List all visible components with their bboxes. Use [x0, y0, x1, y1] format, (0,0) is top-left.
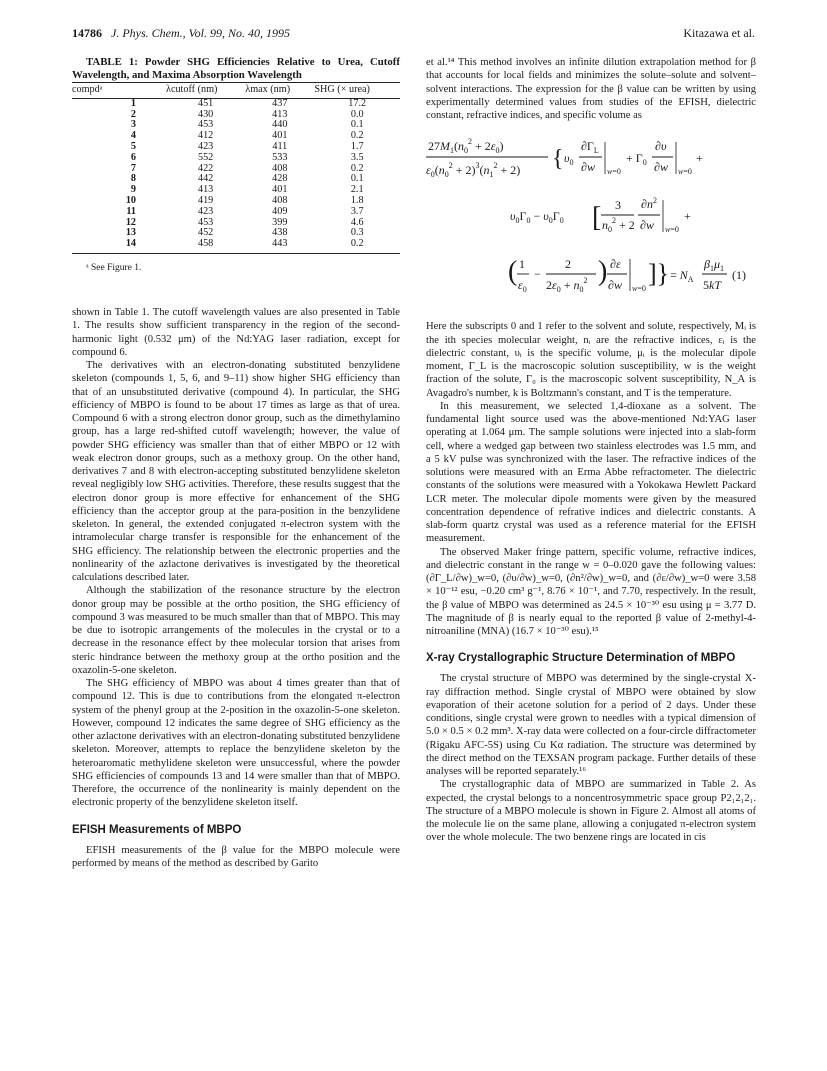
table-cell: 453 [197, 119, 214, 131]
table-footnote: ᵃ See Figure 1. [86, 262, 142, 273]
table-cell: 458 [166, 239, 245, 253]
svg-text:(: ( [508, 256, 518, 288]
table-row [72, 98, 400, 109]
table-cell: 13 [125, 227, 136, 239]
table-row [72, 239, 400, 253]
paragraph: The crystallographic data of MBPO are summarized in Table 2. As expected, the crystal belongs to a noncentrosymmetric space group P2₁2₁2₁. The structure of a MBPO molecule is shown in Figure 2. Almost all atoms of the molecule lie on the same plane, allowing a conjugated π-electron system over the whole molecule. The two benzene rings are located in cis [426, 779, 756, 844]
table-header-row [72, 83, 400, 99]
right-column [426, 56, 756, 845]
table-cell: 423 [197, 205, 214, 217]
paragraph: Although the stabilization of the resonance structure by the electron donor group may be possible at the ortho position, the SHG efficiency of compound 3 was measured to be much smaller than that of MBPO. This may be due to isotropic arrangements of the molecules in the crystal or to a decrease in the resonance effect by thee molecular torsion that arises from steric hindrance between the methoxy group at the ortho position and the oxazolin-5-one skeleton. [72, 585, 400, 676]
running-header [72, 26, 755, 42]
table-cell: 1.7 [350, 140, 364, 152]
paragraph: The observed Maker fringe pattern, specific volume, refractive indices, and dielectric constant in the range w = 0–0.020 gave the following values: (∂Γ_L/∂w)_w=0, (∂υ/∂w)_w=0, (∂n²/∂w)_w=0, and (∂ε/∂w)_w=0 were 3.58 × 10⁻¹² esu, −0.20 cm³ g⁻¹, 8.76 × 10⁻¹, and 7.70, respectively. In the result, the β value of MBPO was determined as 24.5 × 10⁻³⁰ esu using μ = 3.77 D. The magnitude of β is nearly equal to the reported β value of 2-methyl-4-nitroaniline (MNA) (16.7 × 10⁻³⁰ esu).¹⁵ [426, 546, 756, 637]
table-cell: 533 [272, 151, 288, 163]
table-row [72, 207, 400, 218]
table-cell: 409 [272, 205, 288, 217]
svg-text:+: + [696, 151, 703, 166]
table-cell: 5 [130, 140, 136, 152]
equation-number: (1) [732, 268, 746, 283]
svg-text:]}: ]} [648, 259, 670, 289]
col-header-compd: compdᵃ [72, 83, 166, 99]
table-cell: 411 [272, 140, 288, 152]
table-cell: 0.2 [314, 239, 400, 253]
table-cell: 428 [272, 173, 288, 185]
table-cell: 17.2 [348, 97, 367, 109]
paragraph: Here the subscripts 0 and 1 refer to the solvent and solute, respectively, Mᵢ is the ith species molecular weight, nᵢ are the refractive indices, εᵢ is the dielectric constant, υᵢ is the specific volume, μᵢ is the molecular dipole moment, Γ_L is the macroscopic solution susceptibility, w is the weight fraction of the solute, Γ₀ is the macroscopic solvent susceptibility, N_A is Avagadro's number, k is Boltzmann's constant, and T is the temperature. [426, 321, 756, 399]
table-cell: 0.2 [350, 130, 364, 142]
paragraph: et al.¹⁴ This method involves an infinite dilution extrapolation method for β that accounts for local fields and minimizes the solute–solute and solvent–solvent interactions. The expression for the β value can be written by using experimentally determined values from studies of the EFISH, dielectric constant, refractive indices, and specific volume as [426, 57, 756, 121]
table-cell: 401 [272, 130, 288, 142]
svg-text:υ0Γ0 − υ0Γ0: $\upsilon_0\Gamma_0 - \upsilon_0\Gamma_0$ [510, 209, 564, 226]
svg-text:w=0: w=0 [665, 225, 679, 235]
left-column [72, 56, 400, 870]
svg-text:∂w: ∂w [654, 160, 668, 175]
table-cell: 0.0 [350, 108, 364, 120]
table-cell: 3.5 [350, 151, 364, 163]
table-cell: 2 [130, 108, 136, 120]
table-cell: 413 [272, 108, 288, 120]
svg-text:∂n2: $\partial n^2$ [641, 196, 657, 212]
table-cell: 408 [272, 194, 288, 206]
table-cell: 452 [197, 227, 214, 239]
table-body [72, 98, 400, 253]
table-cell: 6 [130, 151, 136, 163]
table-cell: 8 [130, 173, 136, 185]
col-header-cutoff: λcutoff (nm) [166, 83, 245, 99]
table-cell: 12 [125, 216, 136, 228]
table-cell: 0.1 [350, 119, 364, 131]
table-cell: 14 [72, 239, 166, 253]
svg-text:2ε0 + n02: $2\varepsilon_0 + n_0^2$ [546, 276, 588, 295]
running-authors: Kitazawa et al. [683, 26, 755, 40]
svg-text:∂w: ∂w [640, 218, 654, 233]
col-header-max: λmax (nm) [245, 83, 314, 99]
table-cell: 408 [272, 162, 288, 174]
table-cell: 0.1 [350, 173, 364, 185]
svg-text:∂ε: ∂ε [610, 257, 621, 272]
table-cell: 399 [272, 216, 288, 228]
table-cell: 451 [197, 97, 214, 109]
table-cell: 412 [197, 130, 214, 142]
table-cell: 413 [197, 184, 214, 196]
table-cell: 438 [272, 227, 288, 239]
table-row [72, 153, 400, 164]
section-heading-efish: EFISH Measurements of MBPO [72, 823, 242, 836]
col-header-shg: SHG (× urea) [314, 83, 400, 99]
svg-text:−: − [534, 267, 541, 282]
svg-text:w=0: w=0 [607, 167, 621, 177]
journal-citation: J. Phys. Chem., Vol. 99, No. 40, 1995 [111, 26, 290, 40]
svg-text:5kT: 5kT [703, 278, 721, 293]
table-cell: 7 [130, 162, 136, 174]
table-cell: 11 [126, 205, 136, 217]
svg-text:∂w: ∂w [581, 160, 595, 175]
svg-text:3: 3 [615, 198, 621, 213]
svg-text:27M1(n02 + 2ε0): $27M_1(n_0^2 + 2\varepsilon_0)$ [428, 137, 504, 156]
paragraph: The derivatives with an electron-donating substituted benzylidene skeleton (compounds 1, 5, 6, and 9–11) show higher SHG efficiency than that of an unsubstituted derivative (compound 4). In particular, the SHG efficiency of MBPO is found to be about 17 times as large as that of urea. Compound 6 with a strong electron donor group, such as the dimethylamino group, has a large red-shifted cutoff wavelength; however, the value of powder SHG efficiency was smaller than that of either MBPO or 12 with weak electron donor groups, such as a methoxy group. On the other hand, derivatives 7 and 8 with electron-accepting substituted benzylidene skeleton reveal negligibly low SHG activities. Therefore, these results suggest that the electron donor group is more effective for enhancement of the SHG efficiency than the acceptor group at the para-position in the benzylidene skeleton. In general, the extended conjugated π-electron system with the intramolecular charge transfer is responsible for the enhancement of the SHG efficiency. The relationship between the electronic properties and the nonlinearity of the azlactone derivatives is investigated by the theoretical calculations described later. [72, 360, 400, 583]
shg-table [72, 82, 400, 254]
svg-text:∂υ: ∂υ [655, 139, 667, 154]
table-cell: 401 [272, 184, 288, 196]
svg-text:n02 + 2: $n_0^2 + 2$ [602, 216, 635, 235]
svg-text:υ0: $\upsilon_0$ [564, 151, 574, 168]
svg-text:1: 1 [519, 257, 525, 272]
table-cell: 437 [272, 97, 288, 109]
table-cell: 453 [197, 216, 214, 228]
table-cell: 440 [272, 119, 288, 131]
table-cell: 0.2 [350, 162, 364, 174]
table-cell: 4 [130, 130, 136, 142]
svg-text:[: [ [592, 202, 602, 234]
svg-text:ε0(n02 + 2)3(n12 + 2): $\varepsilon_0(n_0^2 + 2)^3(n_1^2 + 2)$ [426, 161, 521, 180]
svg-text:ε0: $\varepsilon_0$ [518, 278, 527, 295]
svg-text:2: 2 [565, 257, 571, 272]
table-cell: 3.7 [350, 205, 364, 217]
equation-1 [426, 128, 756, 312]
table-cell: 422 [197, 162, 214, 174]
table-cell: 430 [197, 108, 214, 120]
table-cell: 10 [125, 194, 136, 206]
table-caption: TABLE 1: Powder SHG Efficiencies Relative to Urea, Cutoff Wavelength, and Maxima Absorption Wavelength [72, 56, 400, 81]
table-cell: 419 [197, 194, 214, 206]
svg-text:w=0: w=0 [678, 167, 692, 177]
svg-text:): ) [598, 256, 608, 288]
paragraph: EFISH measurements of the β value for the MBPO molecule were performed by means of the method as described by Garito [72, 844, 400, 869]
svg-text:∂w: ∂w [608, 278, 622, 293]
table-cell: 1.8 [350, 194, 364, 206]
table-cell: 3 [130, 119, 136, 131]
section-heading-xray: X-ray Crystallographic Structure Determination of MBPO [426, 652, 736, 665]
svg-text:{: { [552, 146, 564, 173]
svg-text:∂ΓL: $\partial\Gamma_L$ [581, 139, 599, 156]
svg-text:+ Γ0: + $\Gamma_0$ [626, 151, 647, 168]
table-cell: 1 [130, 97, 136, 109]
svg-text:+: + [684, 209, 691, 224]
table-cell: 442 [197, 173, 214, 185]
page-number: 14786 [72, 26, 102, 40]
table-cell: 2.1 [350, 184, 364, 196]
table-cell: 423 [197, 140, 214, 152]
svg-text:w=0: w=0 [632, 284, 646, 294]
paragraph: The SHG efficiency of MBPO was about 4 times greater than that of compound 12. This is due to contributions from the elongated π-electron system of the phenyl group at the 2-position in the oxazolin-5-one skeleton. However, compound 12 indicates the same degree of SHG efficiency as the other azlactone derivatives with an electron-donating substituted benzylidene skeleton. Moreover, attempts to replace the benzylidene skeleton by the heteroaromatic methylidene skeleton were unsuccessful, where the powder SHG efficiencies of compounds 13 and 14 were smaller than that of MBPO. Therefore, the occurrence of the nonlinearity is mainly dependent on the electronic property of the benzylidene skeleton itself. [72, 678, 400, 809]
table-cell: 4.6 [350, 216, 364, 228]
svg-text:= NA: = $N_A$ [670, 268, 694, 285]
paragraph: The crystal structure of MBPO was determined by the single-crystal X-ray diffraction method. Single crystal of MBPO were obtained by slow evaporation of their acetone solution for a period of 2 days. Under these conditions, single crystal were grown to needles with a typical dimension of 5.0 × 0.5 × 0.2 mm³. X-ray data were collected on a four-circle diffractometer (Rigaku AFC-5S) using Cu Kα radiation. The structure was determined by the direct method on the TEXSAN program package. Further details of these analyses will be reported separately.¹⁶ [426, 673, 756, 777]
table-cell: 443 [245, 239, 314, 253]
table-cell: 0.3 [350, 227, 364, 239]
table-cell: 552 [197, 151, 214, 163]
table-1 [72, 56, 400, 306]
svg-text:β1μ1: $\beta_1\mu_1$ [704, 257, 725, 274]
table-cell: 9 [130, 184, 136, 196]
paragraph: In this measurement, we selected 1,4-dioxane as a solvent. The fundamental light source used was the above-mentioned Nd:YAG laser operating at 1.064 μm. The sample solutions were injected into a slab-form cell, where a wedged gap between two stainless electrodes was 1.5 mm, and a 5 kV pulse was synchronized with the laser. The refractive indices of the solutions were measured with an Erma Abbe refractometer. The dielectric constants of the solutions were measured with a Yokokawa Hewlett Packard LCR meter. The molecular dipole moments were given by the measured concentration dependence of refrative indices and dielectric constants. A slab-form quartz crystal was used as a reference material for the EFISH measurement. [426, 400, 756, 545]
paragraph: shown in Table 1. The cutoff wavelength values are also presented in Table 1. The results show sufficient transparency in the region of the second-harmonic light (0.532 μm) of the Nd:YAG laser radiation, except for compound 6. [72, 307, 400, 358]
